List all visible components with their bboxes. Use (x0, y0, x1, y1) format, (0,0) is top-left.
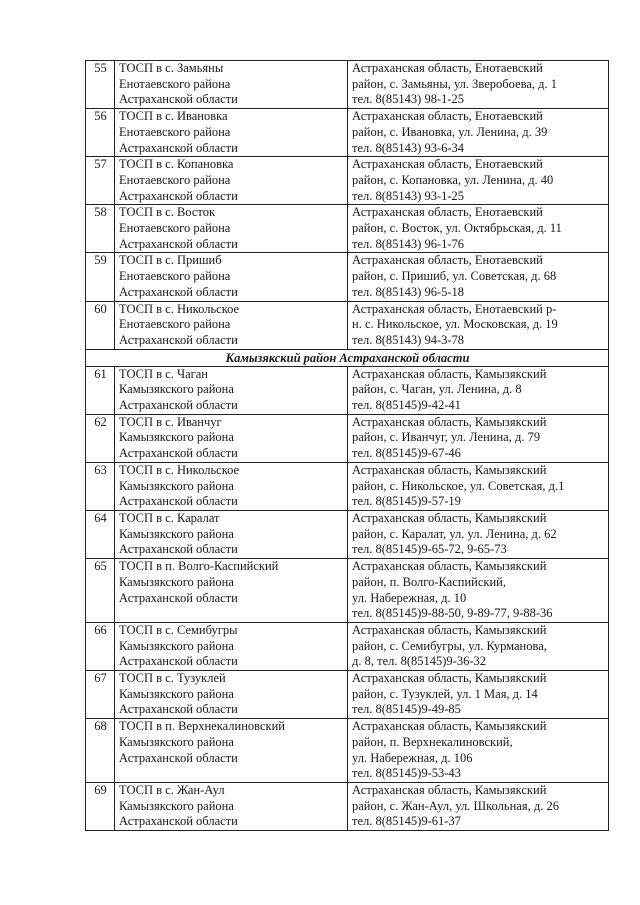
office-name-cell (115, 301, 348, 349)
office-name-line: Астраханской области (119, 446, 238, 461)
office-name-line: Камызякского района (119, 798, 234, 813)
address-cell (348, 462, 609, 510)
table-body-kamyzyaksky (86, 366, 609, 830)
row-number: 62 (86, 414, 115, 462)
office-name-line: Енотаевского района (119, 76, 231, 91)
row-number: 56 (86, 109, 115, 157)
row-number: 61 (86, 366, 115, 414)
address-line: д. 8, тел. 8(85145)9-36-32 (352, 654, 487, 669)
office-name-line: ТОСП в с. Восток (119, 205, 216, 220)
address-cell (348, 366, 609, 414)
office-name-line: ТОСП в с. Тузуклей (119, 671, 226, 686)
address-line: тел. 8(85143) 93-1-25 (352, 188, 465, 203)
table-row (86, 301, 609, 349)
address-line: тел. 8(85145)9-53-43 (352, 766, 461, 781)
address-line: Астраханская область, Камызякский (352, 366, 547, 381)
address-line: Астраханская область, Камызякский (352, 510, 547, 525)
address-line: район, с. Никольское, ул. Советская, д.1 (352, 478, 565, 493)
table-body-enotaevsky (86, 61, 609, 350)
office-name-line: ТОСП в с. Жан-Аул (119, 782, 225, 797)
office-name-line: ТОСП в с. Никольское (119, 462, 240, 477)
row-number: 63 (86, 462, 115, 510)
office-name-cell (115, 414, 348, 462)
row-number: 65 (86, 559, 115, 623)
office-name-line: Астраханской области (119, 590, 238, 605)
address-line: район, п. Верхнекалиновский, (352, 734, 513, 749)
table-row (86, 414, 609, 462)
office-name-cell (115, 622, 348, 670)
office-name-line: ТОСП в с. Иванчуг (119, 414, 222, 429)
office-name-cell (115, 510, 348, 558)
office-name-line: Астраханской области (119, 814, 238, 829)
office-name-cell (115, 253, 348, 301)
office-name-line: Камызякского района (119, 734, 234, 749)
office-name-line: Камызякского района (119, 382, 234, 397)
office-name-line: ТОСП в с. Семибугры (119, 622, 238, 637)
address-line: Астраханская область, Енотаевский (352, 61, 543, 75)
office-address-table (85, 60, 609, 831)
address-line: Астраханская область, Камызякский (352, 782, 547, 797)
office-name-line: ТОСП в с. Никольское (119, 301, 240, 316)
table-row (86, 253, 609, 301)
office-name-line: ТОСП в с. Чаган (119, 366, 209, 381)
office-name-line: Енотаевского района (119, 172, 231, 187)
row-number: 69 (86, 782, 115, 830)
office-name-line: Енотаевского района (119, 269, 231, 284)
address-line: тел. 8(85145)9-67-46 (352, 446, 461, 461)
office-name-cell (115, 157, 348, 205)
address-line: район, с. Чаган, ул. Ленина, д. 8 (352, 382, 522, 397)
office-name-line: Астраханской области (119, 236, 238, 251)
address-line: район, с. Копановка, ул. Ленина, д. 40 (352, 172, 554, 187)
office-name-line: Астраханской области (119, 654, 238, 669)
section-title: Камызякский район Астраханской области (86, 349, 609, 366)
address-line: тел. 8(85145)9-57-19 (352, 494, 461, 509)
office-name-line: Астраханской области (119, 284, 238, 299)
address-line: н. с. Никольское, ул. Московская, д. 19 (352, 317, 558, 332)
address-line: Астраханская область, Енотаевский (352, 157, 543, 172)
office-name-line: Астраханской области (119, 332, 238, 347)
row-number: 59 (86, 253, 115, 301)
address-line: район, с. Тузуклей, ул. 1 Мая, д. 14 (352, 686, 538, 701)
row-number: 57 (86, 157, 115, 205)
table-row (86, 61, 609, 109)
address-cell (348, 301, 609, 349)
office-name-line: Камызякского района (119, 686, 234, 701)
address-cell (348, 253, 609, 301)
office-name-line: Камызякского района (119, 478, 234, 493)
office-name-line: Астраханской области (119, 398, 238, 413)
address-cell (348, 414, 609, 462)
address-line: тел. 8(85143) 96-1-76 (352, 236, 465, 251)
office-name-line: Камызякского района (119, 430, 234, 445)
office-name-line: Камызякского района (119, 574, 234, 589)
office-name-line: ТОСП в п. Верхнекалиновский (119, 719, 285, 734)
office-name-cell (115, 719, 348, 783)
row-number: 60 (86, 301, 115, 349)
address-line: Астраханская область, Камызякский (352, 559, 547, 574)
address-line: район, п. Волго-Каспийский, (352, 574, 506, 589)
office-name-line: ТОСП в с. Ивановка (119, 109, 228, 124)
address-line: Астраханская область, Камызякский (352, 414, 547, 429)
address-line: Астраханская область, Енотаевский р- (352, 301, 557, 316)
address-line: тел. 8(85143) 96-5-18 (352, 284, 465, 299)
office-name-cell (115, 205, 348, 253)
office-name-line: ТОСП в с. Пришиб (119, 253, 222, 268)
address-cell (348, 157, 609, 205)
address-line: Астраханская область, Камызякский (352, 671, 547, 686)
office-name-line: Камызякского района (119, 526, 234, 541)
address-line: район, с. Иванчуг, ул. Ленина, д. 79 (352, 430, 541, 445)
row-number: 55 (86, 61, 115, 109)
office-name-cell (115, 366, 348, 414)
row-number: 64 (86, 510, 115, 558)
office-name-line: Астраханской области (119, 140, 238, 155)
address-line: тел. 8(85145)9-49-85 (352, 702, 461, 717)
address-cell (348, 782, 609, 830)
office-name-line: Астраханской области (119, 750, 238, 765)
address-line: Астраханская область, Енотаевский (352, 205, 543, 220)
table-row (86, 719, 609, 783)
office-name-line: ТОСП в с. Замьяны (119, 61, 224, 75)
office-name-cell (115, 109, 348, 157)
address-line: район, с. Восток, ул. Октябрьская, д. 11 (352, 221, 562, 236)
office-name-line: ТОСП в п. Волго-Каспийский (119, 559, 279, 574)
table-row (86, 366, 609, 414)
address-line: район, с. Семибугры, ул. Курманова, (352, 638, 547, 653)
office-name-line: Енотаевского района (119, 124, 231, 139)
row-number: 68 (86, 719, 115, 783)
address-cell (348, 559, 609, 623)
table-row (86, 622, 609, 670)
address-line: ул. Набережная, д. 106 (352, 750, 473, 765)
address-line: район, с. Замьяны, ул. Зверобоева, д. 1 (352, 76, 558, 91)
office-name-line: ТОСП в с. Копановка (119, 157, 234, 172)
address-line: тел. 8(85143) 98-1-25 (352, 92, 465, 107)
table-row (86, 462, 609, 510)
office-name-line: Енотаевского района (119, 221, 231, 236)
address-cell (348, 109, 609, 157)
address-line: тел. 8(85143) 93-6-34 (352, 140, 465, 155)
row-number: 67 (86, 671, 115, 719)
table-row (86, 559, 609, 623)
address-cell (348, 719, 609, 783)
address-line: Астраханская область, Енотаевский (352, 253, 543, 268)
address-cell (348, 510, 609, 558)
address-line: тел. 8(85145)9-42-41 (352, 398, 461, 413)
row-number: 66 (86, 622, 115, 670)
table-row (86, 510, 609, 558)
office-name-cell (115, 61, 348, 109)
address-line: тел. 8(85145)9-61-37 (352, 814, 461, 829)
office-name-line: Камызякского района (119, 638, 234, 653)
address-cell (348, 61, 609, 109)
office-name-cell (115, 782, 348, 830)
office-name-line: Енотаевского района (119, 317, 231, 332)
address-line: тел. 8(85145)9-65-72, 9-65-73 (352, 542, 507, 557)
address-line: район, с. Каралат, ул. ул. Ленина, д. 62 (352, 526, 557, 541)
address-line: Астраханская область, Камызякский (352, 622, 547, 637)
office-name-cell (115, 462, 348, 510)
address-line: Астраханская область, Камызякский (352, 462, 547, 477)
office-name-line: Астраханской области (119, 188, 238, 203)
address-line: район, с. Пришиб, ул. Советская, д. 68 (352, 269, 557, 284)
office-name-line: Астраханской области (119, 92, 238, 107)
address-line: район, с. Жан-Аул, ул. Школьная, д. 26 (352, 798, 559, 813)
address-line: тел. 8(85145)9-88-50, 9-89-77, 9-88-36 (352, 606, 553, 621)
address-line: ул. Набережная, д. 10 (352, 590, 467, 605)
office-name-cell (115, 671, 348, 719)
office-name-cell (115, 559, 348, 623)
table-row (86, 671, 609, 719)
row-number: 58 (86, 205, 115, 253)
office-name-line: Астраханской области (119, 494, 238, 509)
address-cell (348, 622, 609, 670)
address-line: район, с. Ивановка, ул. Ленина, д. 39 (352, 124, 548, 139)
office-name-line: Астраханской области (119, 542, 238, 557)
address-cell (348, 671, 609, 719)
section-row (86, 349, 609, 366)
office-name-line: Астраханской области (119, 702, 238, 717)
table-section-header (86, 349, 609, 366)
office-name-line: ТОСП в с. Каралат (119, 510, 220, 525)
table-row (86, 109, 609, 157)
address-cell (348, 205, 609, 253)
table-row (86, 205, 609, 253)
address-line: Астраханская область, Енотаевский (352, 109, 543, 124)
table-row (86, 782, 609, 830)
table-row (86, 157, 609, 205)
address-line: тел. 8(85143) 94-3-78 (352, 332, 465, 347)
address-line: Астраханская область, Камызякский (352, 719, 547, 734)
